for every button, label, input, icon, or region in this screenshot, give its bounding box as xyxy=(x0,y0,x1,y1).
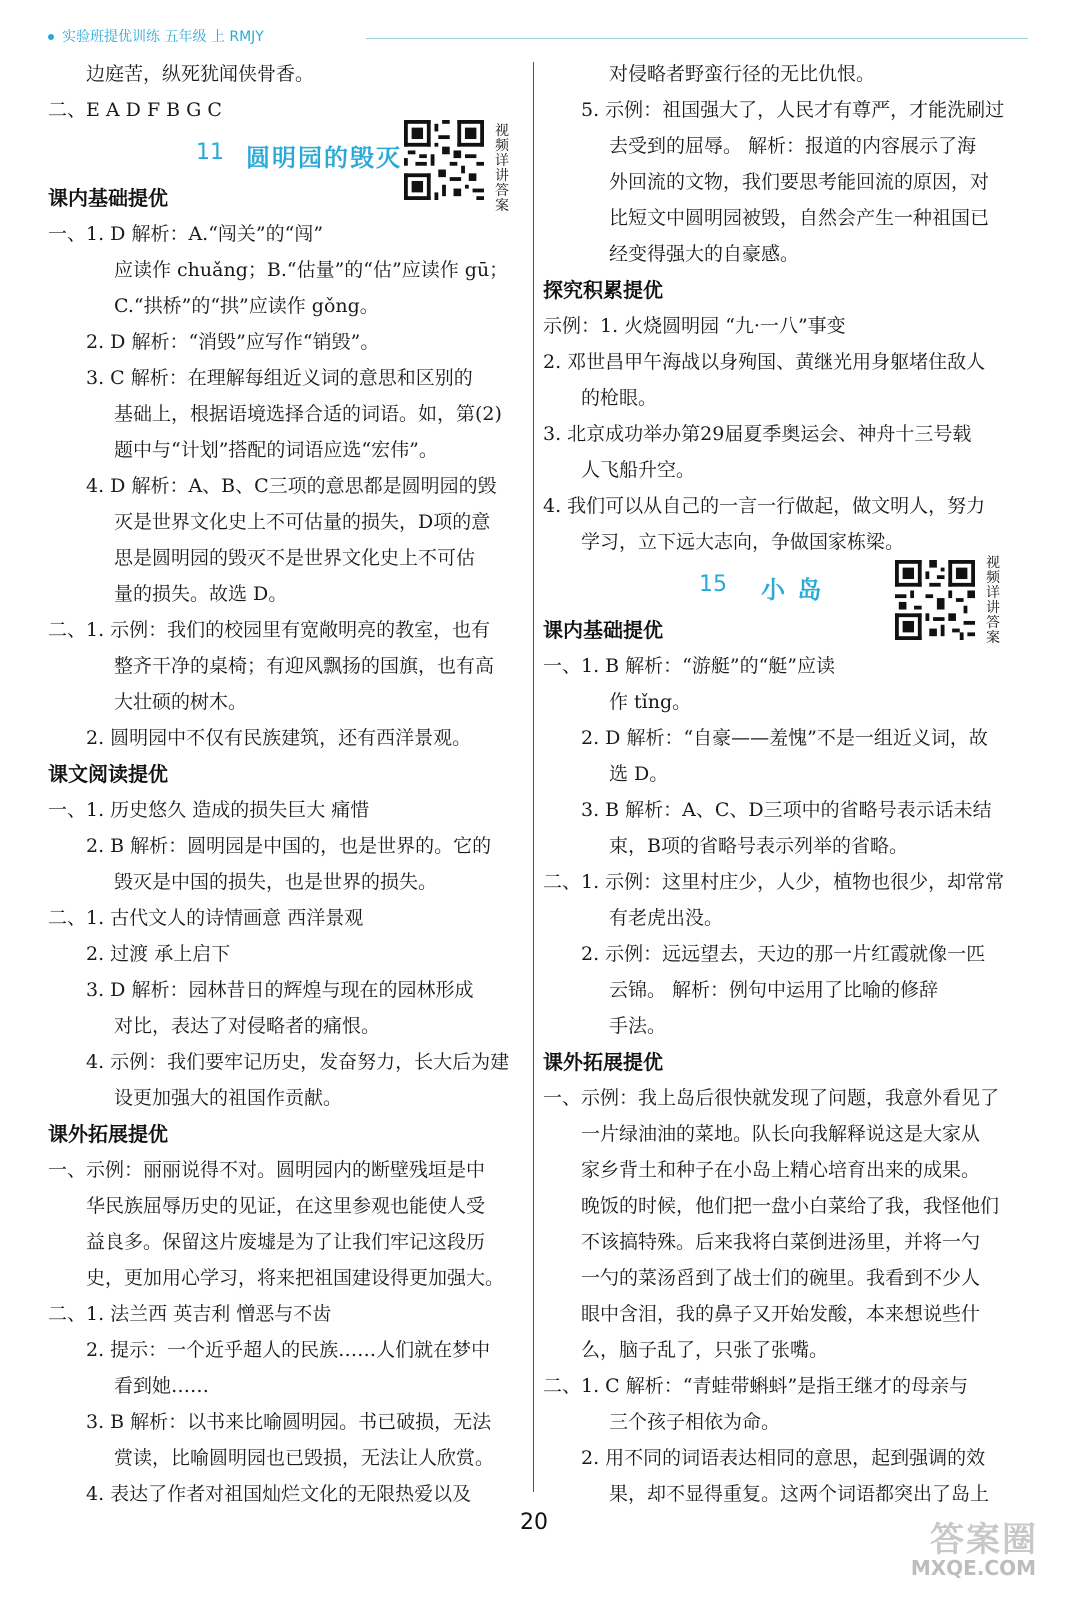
qr-label: 视 频 详 讲 答 案 xyxy=(495,123,509,214)
text-line: 2. 用不同的词语表达相同的意思，起到强调的效 xyxy=(581,1447,986,1469)
text-line: 设更加强大的祖国作贡献。 xyxy=(114,1087,343,1109)
qr-label: 视 频 详 讲 答 案 xyxy=(986,555,1000,646)
text-line: 3. D 解析：园林昔日的辉煌与现在的园林形成 xyxy=(86,979,474,1001)
text-line: 眼中含泪，我的鼻子又开始发酸，本来想说些什 xyxy=(581,1303,981,1325)
text-line: 一、1. 历史悠久 造成的损失巨大 痛惜 xyxy=(48,799,370,821)
lesson-title: 圆明园的毁灭 xyxy=(246,144,402,172)
text-line: 4. 我们可以从自己的一言一行做起，做文明人，努力 xyxy=(543,495,986,517)
text-line: 5. 示例：祖国强大了，人民才有尊严，才能洗刷过 xyxy=(581,99,1005,121)
text-line: 束，B项的省略号表示列举的省略。 xyxy=(609,835,908,857)
header-bullet xyxy=(48,34,54,40)
text-line: 二、1. 示例：这里村庄少，人少，植物也很少，却常常 xyxy=(543,871,1005,893)
text-line: 题中与“计划”搭配的词语应选“宏伟”。 xyxy=(114,439,438,461)
column-divider xyxy=(533,62,534,1492)
text-line: 4. D 解析：A、B、C三项的意思都是圆明园的毁 xyxy=(86,475,497,497)
text-line: 手法。 xyxy=(609,1015,667,1037)
section-heading: 课外拓展提优 xyxy=(48,1122,168,1146)
text-line: 一勺的菜汤舀到了战士们的碗里。我看到不少人 xyxy=(581,1267,981,1289)
text-line: 二、1. 古代文人的诗情画意 西洋景观 xyxy=(48,907,364,929)
text-line: 史，更加用心学习，将来把祖国建设得更加强大。 xyxy=(86,1267,505,1289)
text-line: 晚饭的时候，他们把一盘小白菜给了我，我怪他们 xyxy=(581,1195,1000,1217)
text-line: 一片绿油油的菜地。队长向我解释说这是大家从 xyxy=(581,1123,981,1145)
running-header xyxy=(48,26,1028,50)
text-line: 经变得强大的自豪感。 xyxy=(609,243,800,265)
text-line: 毁灭是中国的损失，也是世界的损失。 xyxy=(114,871,438,893)
text-line: 二、1. 法兰西 英吉利 憎恶与不齿 xyxy=(48,1303,332,1325)
text-line: 2. D 解析：“消毁”应写作“销毁”。 xyxy=(86,331,380,353)
text-line: 一、示例：丽丽说得不对。圆明园内的断壁残垣是中 xyxy=(48,1159,486,1181)
text-line: 量的损失。故选 D。 xyxy=(114,583,288,605)
text-line: 4. 表达了作者对祖国灿烂文化的无限热爱以及 xyxy=(86,1483,472,1505)
qr-code-icon[interactable] xyxy=(404,120,484,200)
text-line: 灭是世界文化史上不可估量的损失，D项的意 xyxy=(114,511,491,533)
text-line: 整齐干净的桌椅；有迎风飘扬的国旗，也有高 xyxy=(114,655,495,677)
text-line: 2. 提示：一个近乎超人的民族……人们就在梦中 xyxy=(86,1339,491,1361)
header-rule xyxy=(366,38,1028,39)
text-line: 应读作 chuǎng；B.“估量”的“估”应读作 gū； xyxy=(114,259,509,281)
lesson-number: 11 xyxy=(196,140,224,165)
text-line: 赏读，比喻圆明园也已毁损，无法让人欣赏。 xyxy=(114,1447,495,1469)
text-line: 的枪眼。 xyxy=(581,387,658,409)
text-line: 三个孩子相依为命。 xyxy=(609,1411,781,1433)
watermark-logo xyxy=(876,1512,1046,1582)
text-line: 基础上，根据语境选择合适的词语。如，第(2) xyxy=(114,403,502,425)
section-heading: 课文阅读提优 xyxy=(48,762,168,786)
text-line: 3. 北京成功举办第29届夏季奥运会、神舟十三号载 xyxy=(543,423,972,445)
text-line: 3. B 解析：A、C、D三项中的省略号表示话未结 xyxy=(581,799,992,821)
text-line: 看到她…… xyxy=(114,1375,210,1397)
text-line: 二、1. C 解析：“青蛙带蝌蚪”是指王继才的母亲与 xyxy=(543,1375,969,1397)
text-line: 3. B 解析：以书来比喻圆明园。书已破损，无法 xyxy=(86,1411,492,1433)
text-line: 2. 示例：远远望去，天边的那一片红霞就像一匹 xyxy=(581,943,986,965)
page-number: 20 xyxy=(520,1510,548,1535)
text-line: 二、1. 示例：我们的校园里有宽敞明亮的教室，也有 xyxy=(48,619,491,641)
text-line: 去受到的屈辱。 解析：报道的内容展示了海 xyxy=(609,135,977,157)
text-line: 对侵略者野蛮行径的无比仇恨。 xyxy=(609,63,876,85)
text-line: 么，脑子乱了，只张了张嘴。 xyxy=(581,1339,829,1361)
text-line: 选 D。 xyxy=(609,763,669,785)
watermark-url: MXQE.COM xyxy=(910,1556,1036,1580)
text-line: 2. 圆明园中不仅有民族建筑，还有西洋景观。 xyxy=(86,727,472,749)
text-line: 示例：1. 火烧圆明园 “九·一八”事变 xyxy=(543,315,846,337)
section-heading: 课内基础提优 xyxy=(543,618,663,642)
text-line: 2. B 解析：圆明园是中国的，也是世界的。它的 xyxy=(86,835,492,857)
text-line: 边庭苦，纵死犹闻侠骨香。 xyxy=(86,63,315,85)
text-line: 有老虎出没。 xyxy=(609,907,724,929)
right-column xyxy=(543,56,1023,1512)
text-line: 作 tǐng。 xyxy=(609,691,692,713)
lesson-title: 小 岛 xyxy=(761,576,824,604)
qr-code-icon[interactable] xyxy=(895,560,975,640)
text-line: 比短文中圆明园被毁，自然会产生一种祖国已 xyxy=(609,207,990,229)
text-line: 外回流的文物，我们要思考能回流的原因，对 xyxy=(609,171,990,193)
text-line: 云锦。 解析：例句中运用了比喻的修辞 xyxy=(609,979,939,1001)
text-line: 益良多。保留这片废墟是为了让我们牢记这段历 xyxy=(86,1231,486,1253)
text-line: 学习，立下远大志向，争做国家栋梁。 xyxy=(581,531,905,553)
text-line: 2. 过渡 承上启下 xyxy=(86,943,231,965)
text-line: 二、E A D F B G C xyxy=(48,99,222,121)
section-heading: 探究积累提优 xyxy=(543,278,663,302)
text-line: 4. 示例：我们要牢记历史，发奋努力，长大后为建 xyxy=(86,1051,510,1073)
text-line: 大壮硕的树木。 xyxy=(114,691,248,713)
text-line: 一、示例：我上岛后很快就发现了问题，我意外看见了 xyxy=(543,1087,1000,1109)
header-text: 实验班提优训练 五年级 上 RMJY xyxy=(62,29,264,45)
section-heading: 课内基础提优 xyxy=(48,186,168,210)
text-line: 一、1. B 解析：“游艇”的“艇”应读 xyxy=(543,655,836,677)
text-line: 果，却不显得重复。这两个词语都突出了岛上 xyxy=(609,1483,990,1505)
watermark-text: 答案圈 xyxy=(930,1520,1038,1560)
left-column xyxy=(48,56,528,1512)
text-line: 2. D 解析：“自豪——羞愧”不是一组近义词，故 xyxy=(581,727,988,749)
text-line: 对比，表达了对侵略者的痛恨。 xyxy=(114,1015,381,1037)
text-line: 华民族屈辱历史的见证，在这里参观也能使人受 xyxy=(86,1195,486,1217)
text-line: 家乡背土和种子在小岛上精心培育出来的成果。 xyxy=(581,1159,981,1181)
text-line: 人飞船升空。 xyxy=(581,459,696,481)
text-line: 一、1. D 解析：A.“闯关”的“闯” xyxy=(48,223,324,245)
text-line: C.“拱桥”的“拱”应读作 gǒng。 xyxy=(114,295,379,317)
text-line: 不该搞特殊。后来我将白菜倒进汤里，并将一勺 xyxy=(581,1231,981,1253)
text-line: 3. C 解析：在理解每组近义词的意思和区别的 xyxy=(86,367,473,389)
section-heading: 课外拓展提优 xyxy=(543,1050,663,1074)
text-line: 2. 邓世昌甲午海战以身殉国、黄继光用身躯堵住敌人 xyxy=(543,351,986,373)
text-line: 思是圆明园的毁灭不是世界文化史上不可估 xyxy=(114,547,476,569)
lesson-number: 15 xyxy=(699,572,727,597)
